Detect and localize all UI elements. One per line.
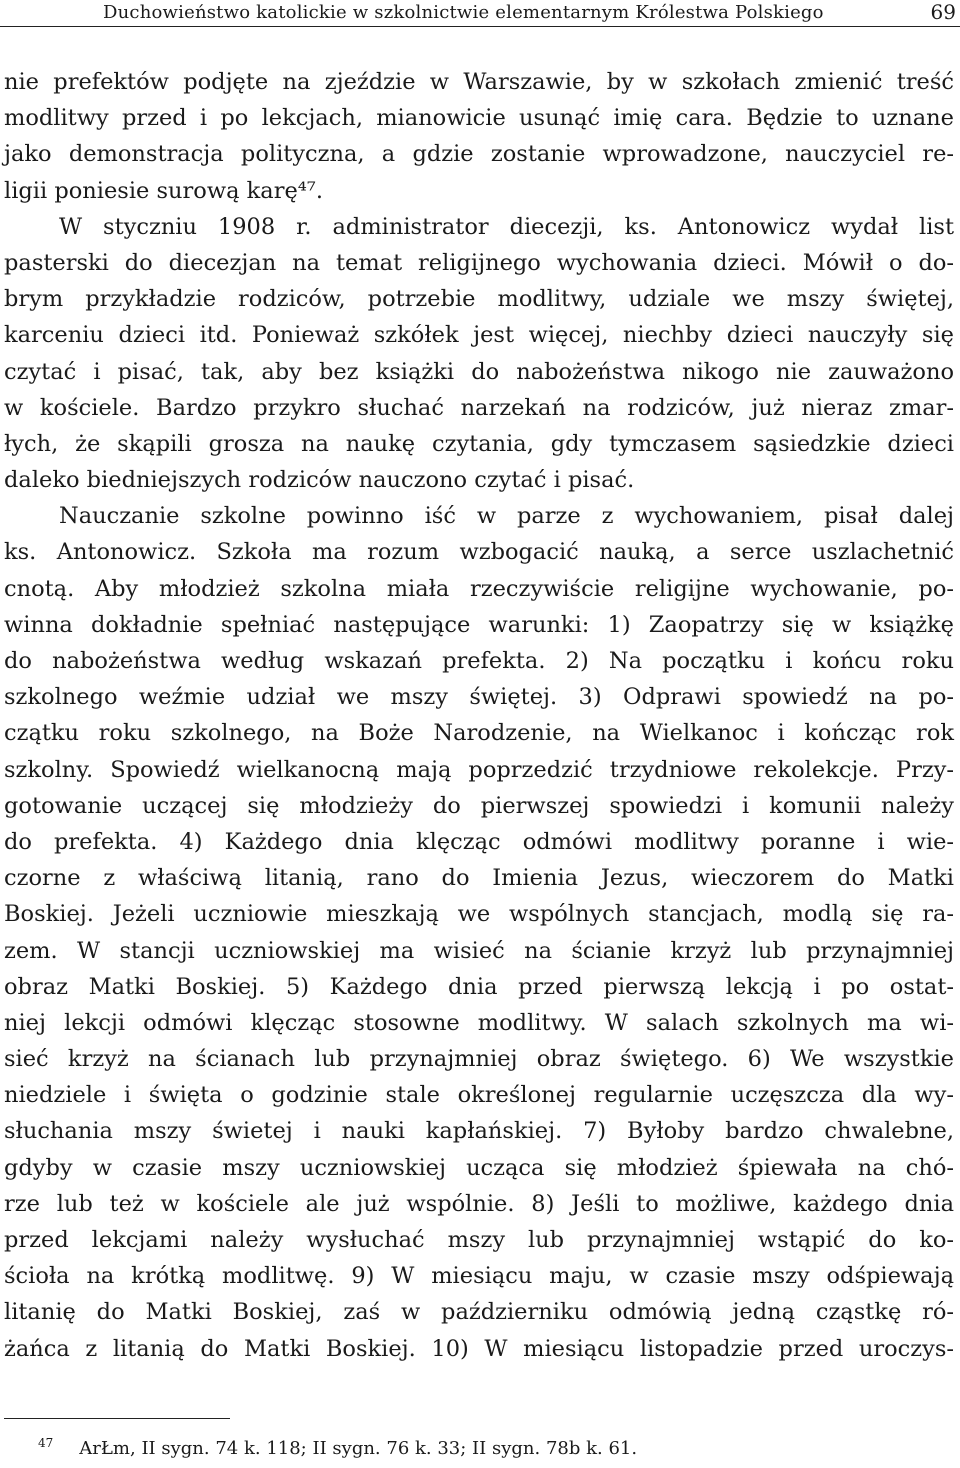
- text-line: winna dokładnie spełniać następujące warunki: 1) Zaopatrzy się w książkę: [4, 611, 954, 638]
- text-line: karceniu dzieci itd. Ponieważ szkółek jest więcej, niechby dzieci nauczyły się: [4, 322, 954, 349]
- text-line: czytać i pisać, tak, aby bez książki do nabożeństwa nikogo nie zauważono: [4, 358, 954, 385]
- header-title: Duchowieństwo katolickie w szkolnictwie elementarnym Królestwa Polskiego: [103, 2, 824, 23]
- text-line: słuchania mszy świetej i nauki kapłańskiej. 7) Byłoby bardzo chwalebne,: [4, 1118, 954, 1145]
- footnote-mark: 47: [38, 1436, 54, 1450]
- text-line: nie prefektów podjęte na zjeździe w Warszawie, by w szkołach zmienić treść: [4, 69, 954, 95]
- text-line: niedziele i święta o godzinie stale określonej regularnie uczęszcza dla wy-: [4, 1082, 954, 1109]
- text-line: modlitwy przed i po lekcjach, mianowicie usunąć imię cara. Będzie to uznane: [4, 105, 954, 132]
- text-line: Boskiej. Jeżeli uczniowie mieszkają we wspólnych stancjach, modlą się ra-: [4, 901, 954, 928]
- text-line: brym przykładzie rodziców, potrzebie modlitwy, udziale we mszy świętej,: [4, 286, 954, 313]
- text-line: litanię do Matki Boskiej, zaś w październiku odmówią jedną cząstkę ró-: [4, 1299, 954, 1326]
- text-line: Nauczanie szkolne powinno iść w parze z wychowaniem, pisał dalej: [59, 503, 954, 530]
- text-line: gotowanie uczącej się młodzieży do pierwszej spowiedzi i komunii należy: [4, 792, 954, 819]
- text-line: daleko biedniejszych rodziców nauczono czytać i pisać.: [4, 467, 635, 494]
- text-line: łych, że skąpili grosza na naukę czytania, gdy tymczasem sąsiedzkie dzieci: [4, 430, 954, 457]
- running-header: [0, 0, 960, 27]
- footnote: [38, 1436, 637, 1459]
- text-line: w kościele. Bardzo przykro słuchać narzekań na rodziców, już nieraz zmar-: [4, 394, 954, 421]
- text-line: szkolny. Spowiedź wielkanocną mają poprzedzić trzydniowe rekolekcje. Przy-: [4, 756, 954, 783]
- page-number: 69: [930, 0, 956, 24]
- text-line: obraz Matki Boskiej. 5) Każdego dnia przed pierwszą lekcją i po ostat-: [4, 973, 954, 1000]
- text-line: szkolnego weźmie udział we mszy świętej. 3) Odprawi spowiedź na po-: [4, 684, 954, 711]
- footnote-text: ArŁm, II sygn. 74 k. 118; II sygn. 76 k. 33; II sygn. 78b k. 61.: [79, 1438, 638, 1459]
- text-line: ks. Antonowicz. Szkoła ma rozum wzbogacić nauką, a serce uszlachetnić: [4, 539, 954, 566]
- text-line: jako demonstracja polityczna, a gdzie zostanie wprowadzone, nauczyciel re-: [4, 141, 954, 168]
- text-line: przed lekcjami należy wysłuchać mszy lub przynajmniej wstąpić do ko-: [4, 1227, 954, 1253]
- text-line: czątku roku szkolnego, na Boże Narodzenie, na Wielkanoc i kończąc rok: [4, 720, 954, 747]
- text-line: zem. W stancji uczniowskiej ma wisieć na ścianie krzyż lub przynajmniej: [4, 937, 954, 964]
- text-line: rze lub też w kościele ale już wspólnie. 8) Jeśli to możliwe, każdego dnia: [4, 1190, 954, 1217]
- text-line: ligii poniesie surową karę⁴⁷.: [4, 177, 323, 204]
- text-line: do prefekta. 4) Każdego dnia klęcząc odmówi modlitwy poranne i wie-: [4, 828, 954, 855]
- text-line: sieć krzyż na ścianach lub przynajmniej obraz świętego. 6) We wszystkie: [4, 1046, 954, 1073]
- text-line: żańca z litanią do Matki Boskiej. 10) W miesiącu listopadzie przed uroczys-: [4, 1335, 954, 1362]
- text-line: pasterski do diecezjan na temat religijnego wychowania dzieci. Mówił o do-: [4, 249, 954, 276]
- text-line: cnotą. Aby młodzież szkolna miała rzeczywiście religijne wychowanie, po-: [4, 575, 954, 602]
- text-line: czorne z właściwą litanią, rano do Imienia Jezus, wieczorem do Matki: [4, 865, 954, 892]
- text-line: W styczniu 1908 r. administrator diecezji, ks. Antonowicz wydał list: [59, 213, 954, 240]
- text-line: niej lekcji odmówi klęcząc stosowne modlitwy. W salach szkolnych ma wi-: [4, 1009, 954, 1036]
- text-line: do nabożeństwa według wskazań prefekta. 2) Na początku i końcu roku: [4, 648, 954, 674]
- text-line: gdyby w czasie mszy uczniowskiej ucząca się młodzież śpiewała na chó-: [4, 1154, 954, 1181]
- text-line: ścioła na krótką modlitwę. 9) W miesiącu maju, w czasie mszy odśpiewają: [4, 1263, 954, 1290]
- body-text: [4, 64, 954, 1367]
- footnote-separator: [4, 1418, 230, 1419]
